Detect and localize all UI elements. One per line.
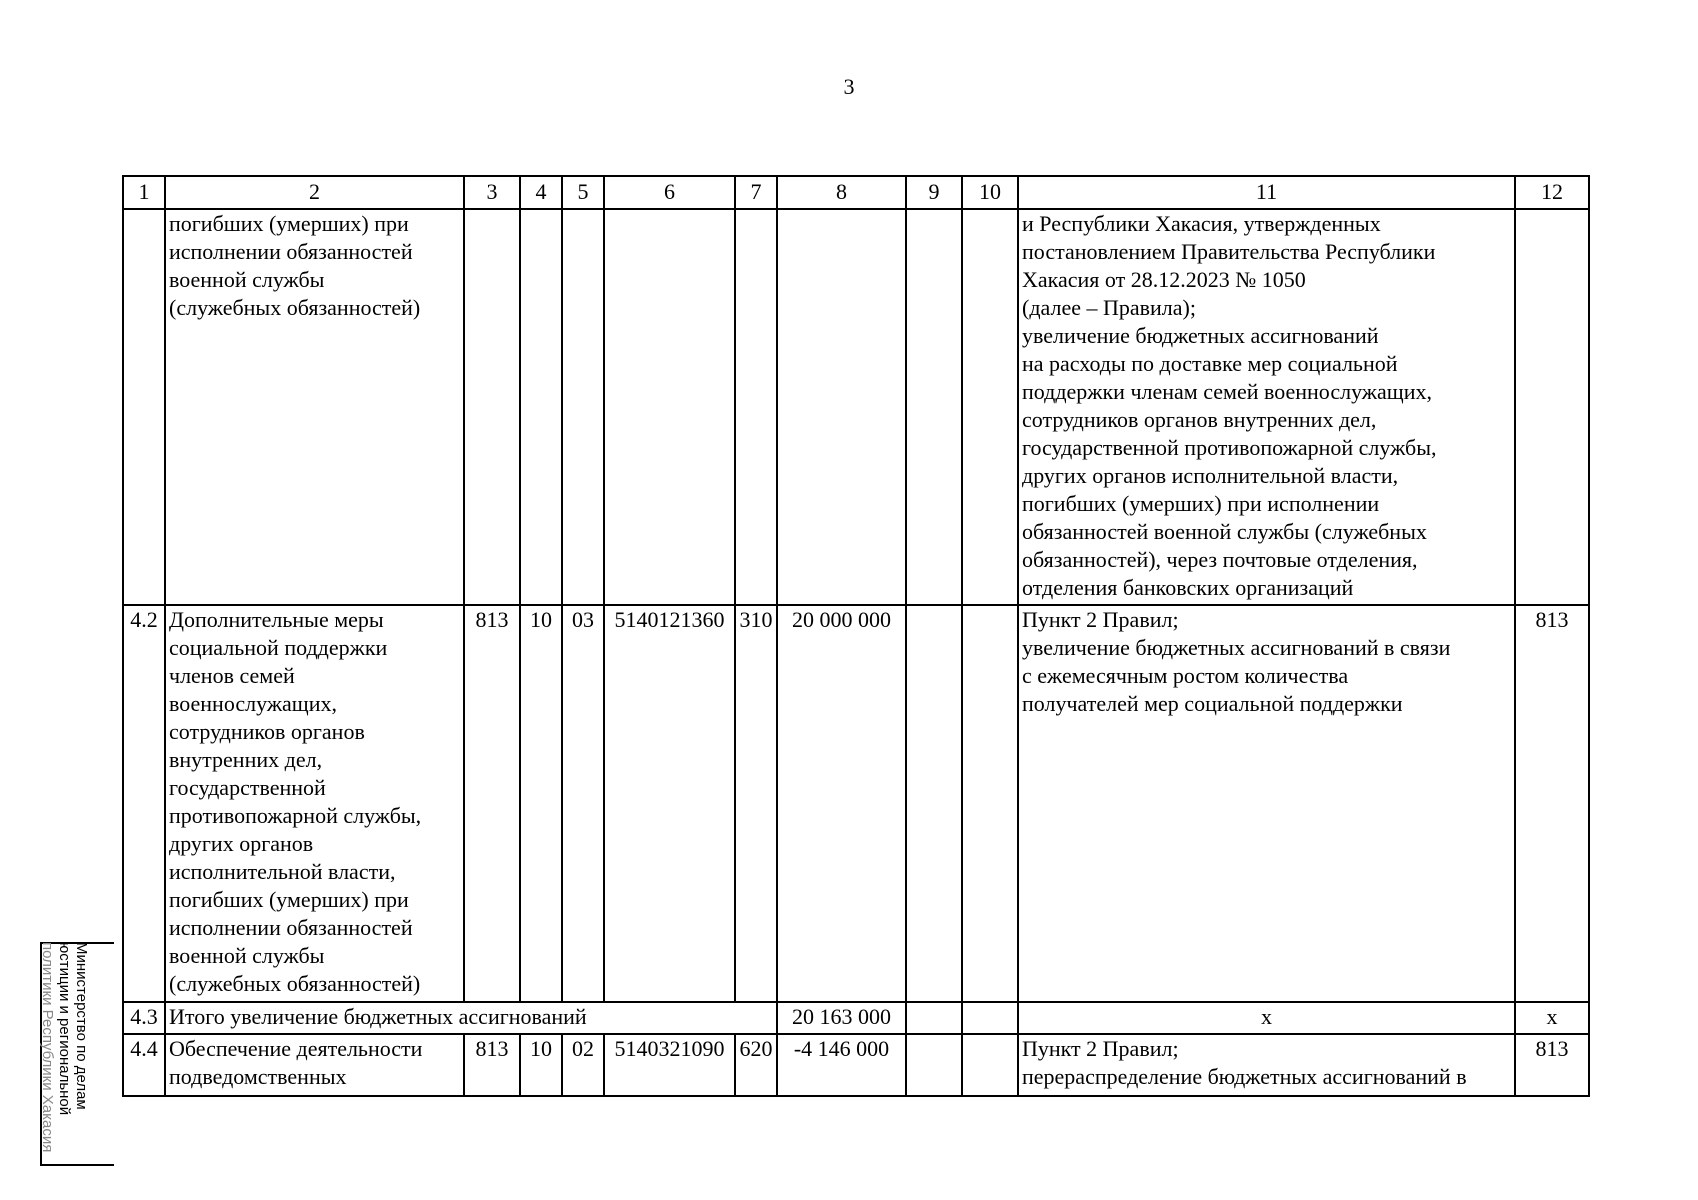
header-cell: 6 [604, 176, 735, 209]
item-name-cell [165, 209, 464, 605]
cell-line: на расходы по доставке мер социальной [1022, 351, 1398, 376]
justification-cell [1018, 1034, 1515, 1096]
code-cell: 02 [562, 1034, 604, 1096]
code-cell: 813 [1515, 1034, 1589, 1096]
cell-line: обязанностей), через почтовые отделения, [1022, 547, 1418, 572]
amount-cell [906, 1034, 962, 1096]
justification-cell [1018, 209, 1515, 605]
cell-line: государственной противопожарной службы, [1022, 435, 1437, 460]
stamp-text [24, 942, 90, 1162]
row-number: 4.4 [123, 1034, 165, 1096]
page-number: 3 [843, 74, 855, 99]
appropriations-table [122, 175, 1590, 1097]
amount-cell [962, 209, 1018, 605]
cell-line: противопожарной службы, [169, 803, 422, 828]
cell-line: погибших (умерших) при [169, 887, 409, 912]
cell-line: военнослужащих, [169, 691, 337, 716]
amount-cell [906, 1002, 962, 1034]
code-cell [1515, 209, 1589, 605]
code-cell: 5140321090 [604, 1034, 735, 1096]
amount-cell [962, 1034, 1018, 1096]
cell-line: погибших (умерших) при [169, 211, 409, 236]
total-label: Итого увеличение бюджетных ассигнований [165, 1002, 777, 1034]
code-cell: 310 [735, 605, 777, 1002]
cell-line: (служебных обязанностей) [169, 295, 421, 320]
cell-line: внутренних дел, [169, 747, 323, 772]
amount-cell: 20 000 000 [777, 605, 906, 1002]
header-cell: 5 [562, 176, 604, 209]
cell-line: Обеспечение деятельности [169, 1036, 423, 1061]
header-cell: 3 [464, 176, 520, 209]
cell-line: с ежемесячным ростом количества [1022, 663, 1349, 688]
cell-line: исполнительной власти, [169, 859, 396, 884]
code-cell [464, 209, 520, 605]
cell-line: Хакасия от 28.12.2023 № 1050 [1022, 267, 1306, 292]
header-cell: 10 [962, 176, 1018, 209]
amount-cell [906, 209, 962, 605]
cell-line: (далее – Правила); [1022, 295, 1196, 320]
stamp-line: Министерство по делам [73, 942, 90, 1110]
cell-line: исполнении обязанностей [169, 239, 413, 264]
code-cell: 813 [464, 605, 520, 1002]
cell-line: постановлением Правительства Республики [1022, 239, 1436, 264]
table-row [123, 209, 1589, 605]
code-cell: x [1515, 1002, 1589, 1034]
cell-line: военной службы [169, 267, 325, 292]
cell-line: увеличение бюджетных ассигнований [1022, 323, 1379, 348]
amount-cell [962, 605, 1018, 1002]
code-cell [562, 209, 604, 605]
cell-line: перераспределение бюджетных ассигнований в [1022, 1064, 1467, 1089]
justification-cell [1018, 605, 1515, 1002]
cell-line: (служебных обязанностей) [169, 971, 421, 996]
table-row [123, 1034, 1589, 1096]
total-row [123, 1002, 1589, 1034]
header-cell: 12 [1515, 176, 1589, 209]
header-cell: 4 [520, 176, 562, 209]
justification-cell: x [1018, 1002, 1515, 1034]
table-row [123, 605, 1589, 1002]
cell-line: Пункт 2 Правил; [1022, 1036, 1179, 1061]
registration-stamp [40, 942, 120, 1166]
header-cell: 2 [165, 176, 464, 209]
stamp-line: политики Республики Хакасия [39, 942, 56, 1153]
amount-cell [906, 605, 962, 1002]
cell-line: других органов [169, 831, 314, 856]
cell-line: сотрудников органов внутренних дел, [1022, 407, 1377, 432]
cell-line: других органов исполнительной власти, [1022, 463, 1399, 488]
header-cell: 1 [123, 176, 165, 209]
cell-line: Дополнительные меры [169, 607, 384, 632]
cell-line: членов семей [169, 663, 295, 688]
header-cell: 8 [777, 176, 906, 209]
header-cell: 11 [1018, 176, 1515, 209]
row-number: 4.2 [123, 605, 165, 1002]
amount-cell [962, 1002, 1018, 1034]
cell-line: увеличение бюджетных ассигнований в связи [1022, 635, 1451, 660]
cell-line: Пункт 2 Правил; [1022, 607, 1179, 632]
code-cell: 10 [520, 605, 562, 1002]
row-number: 4.3 [123, 1002, 165, 1034]
code-cell [520, 209, 562, 605]
row-number [123, 209, 165, 605]
code-cell: 620 [735, 1034, 777, 1096]
code-cell: 813 [1515, 605, 1589, 1002]
header-row [123, 176, 1589, 209]
code-cell: 03 [562, 605, 604, 1002]
amount-cell [777, 209, 906, 605]
item-name-cell [165, 1034, 464, 1096]
cell-line: получателей мер социальной поддержки [1022, 691, 1403, 716]
cell-line: погибших (умерших) при исполнении [1022, 491, 1380, 516]
cell-line: социальной поддержки [169, 635, 388, 660]
cell-line: сотрудников органов [169, 719, 365, 744]
header-cell: 7 [735, 176, 777, 209]
code-cell [604, 209, 735, 605]
amount-cell: 20 163 000 [777, 1002, 906, 1034]
cell-line: государственной [169, 775, 326, 800]
item-name-cell [165, 605, 464, 1002]
cell-line: исполнении обязанностей [169, 915, 413, 940]
stamp-line: юстиции и региональной [56, 942, 73, 1116]
cell-line: подведомственных [169, 1064, 347, 1089]
cell-line: и Республики Хакасия, утвержденных [1022, 211, 1381, 236]
cell-line: обязанностей военной службы (служебных [1022, 519, 1427, 544]
code-cell [735, 209, 777, 605]
code-cell: 5140121360 [604, 605, 735, 1002]
cell-line: отделения банковских организаций [1022, 575, 1354, 600]
cell-line: военной службы [169, 943, 325, 968]
code-cell: 813 [464, 1034, 520, 1096]
header-cell: 9 [906, 176, 962, 209]
amount-cell: -4 146 000 [777, 1034, 906, 1096]
code-cell: 10 [520, 1034, 562, 1096]
cell-line: поддержки членам семей военнослужащих, [1022, 379, 1432, 404]
